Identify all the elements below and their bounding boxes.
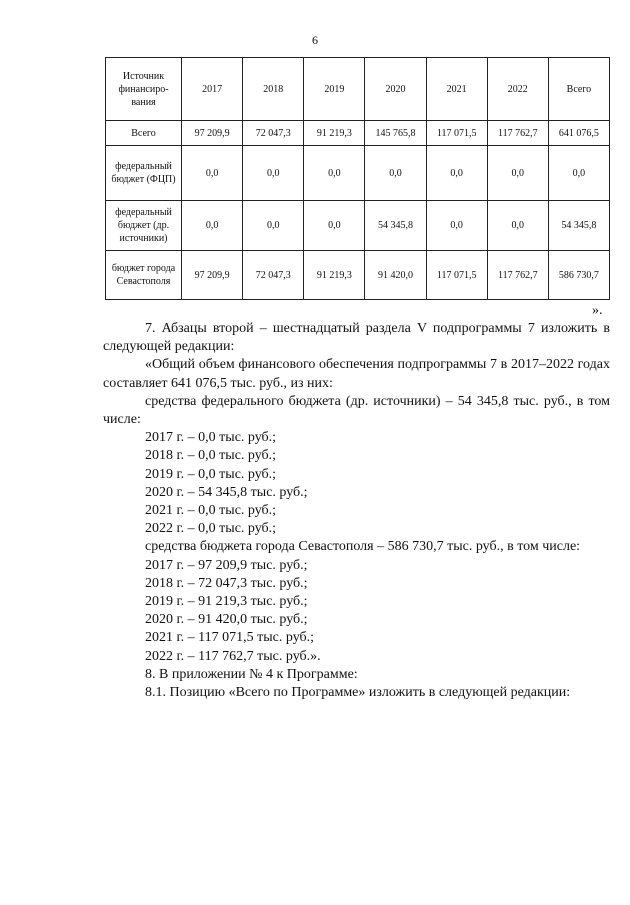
federal-years-list bbox=[103, 429, 610, 538]
list-item: 2017 г. – 97 209,9 тыс. руб.; bbox=[145, 557, 308, 573]
closing-quote: ». bbox=[592, 303, 603, 318]
list-item: 2020 г. – 91 420,0 тыс. руб.; bbox=[145, 612, 308, 628]
quote-intro-paragraph: «Общий объем финансового обеспечения подпрограммы 7 в 2017–2022 годах составляет 641 076,5 тыс. руб., из них: bbox=[103, 357, 610, 391]
document-body bbox=[103, 320, 610, 702]
list-item: 2022 г. – 117 762,7 тыс. руб.». bbox=[145, 648, 321, 664]
table-cell: 145 765,8 bbox=[365, 121, 426, 146]
city-funds-paragraph: средства бюджета города Севастополя – 586 730,7 тыс. руб., в том числе: bbox=[145, 539, 581, 555]
list-item: 2017 г. – 0,0 тыс. руб.; bbox=[145, 430, 277, 446]
paragraph-item-8-1: 8.1. Позицию «Всего по Программе» изложить в следующей редакции: bbox=[145, 685, 571, 701]
table-cell: 0,0 bbox=[304, 201, 365, 251]
table-cell: 72 047,3 bbox=[243, 251, 304, 300]
list-item: 2022 г. – 0,0 тыс. руб.; bbox=[145, 521, 277, 537]
table-cell: 0,0 bbox=[243, 146, 304, 201]
table-cell: Всего bbox=[106, 121, 182, 146]
table-cell: 586 730,7 bbox=[548, 251, 609, 300]
table-cell: 117 071,5 bbox=[426, 121, 487, 146]
table-cell: 97 209,9 bbox=[182, 251, 243, 300]
header-cell: 2019 bbox=[304, 58, 365, 121]
list-item: 2021 г. – 0,0 тыс. руб.; bbox=[145, 503, 277, 519]
table-cell: федеральный бюджет (др. источники) bbox=[106, 201, 182, 251]
table-cell: 54 345,8 bbox=[548, 201, 609, 251]
list-item: 2021 г. – 117 071,5 тыс. руб.; bbox=[145, 630, 315, 646]
paragraph-item-7: 7. Абзацы второй – шестнадцатый раздела V подпрограммы 7 изложить в следующей редакции: bbox=[103, 321, 610, 355]
table-cell: 0,0 bbox=[426, 201, 487, 251]
table-cell: 91 420,0 bbox=[365, 251, 426, 300]
table-header-row bbox=[106, 58, 610, 121]
list-item: 2019 г. – 0,0 тыс. руб.; bbox=[145, 466, 277, 482]
table-row bbox=[106, 251, 610, 300]
header-cell: 2017 bbox=[182, 58, 243, 121]
table-cell: бюджет города Севастополя bbox=[106, 251, 182, 300]
list-item: 2019 г. – 91 219,3 тыс. руб.; bbox=[145, 594, 308, 610]
table-cell: 641 076,5 bbox=[548, 121, 609, 146]
city-years-list bbox=[103, 557, 610, 666]
table-cell: 0,0 bbox=[548, 146, 609, 201]
federal-funds-paragraph: средства федерального бюджета (др. источники) – 54 345,8 тыс. руб., в том числе: bbox=[103, 393, 610, 428]
table-cell: 0,0 bbox=[182, 201, 243, 251]
header-cell: Всего bbox=[548, 58, 609, 121]
table-cell: 117 762,7 bbox=[487, 121, 548, 146]
table-row bbox=[106, 201, 610, 251]
table-cell: 54 345,8 bbox=[365, 201, 426, 251]
header-cell: 2018 bbox=[243, 58, 304, 121]
table-row bbox=[106, 121, 610, 146]
table-cell: 0,0 bbox=[304, 146, 365, 201]
financing-table bbox=[105, 57, 610, 300]
table-cell: 0,0 bbox=[426, 146, 487, 201]
table-cell: 0,0 bbox=[365, 146, 426, 201]
header-cell: 2022 bbox=[487, 58, 548, 121]
table-cell: 72 047,3 bbox=[243, 121, 304, 146]
table-cell: 117 071,5 bbox=[426, 251, 487, 300]
page-number: 6 bbox=[312, 33, 318, 47]
table-cell: 91 219,3 bbox=[304, 121, 365, 146]
table-cell: 0,0 bbox=[243, 201, 304, 251]
header-cell: 2021 bbox=[426, 58, 487, 121]
header-cell: 2020 bbox=[365, 58, 426, 121]
list-item: 2020 г. – 54 345,8 тыс. руб.; bbox=[145, 484, 308, 500]
table-cell: 0,0 bbox=[487, 201, 548, 251]
table-cell: 117 762,7 bbox=[487, 251, 548, 300]
list-item: 2018 г. – 72 047,3 тыс. руб.; bbox=[145, 575, 308, 591]
table-cell: 91 219,3 bbox=[304, 251, 365, 300]
header-cell: Источник финансиро-вания bbox=[106, 58, 182, 121]
paragraph-item-8: 8. В приложении № 4 к Программе: bbox=[145, 666, 358, 682]
table-cell: федеральный бюджет (ФЦП) bbox=[106, 146, 182, 201]
list-item: 2018 г. – 0,0 тыс. руб.; bbox=[145, 448, 277, 464]
table-cell: 97 209,9 bbox=[182, 121, 243, 146]
table-cell: 0,0 bbox=[182, 146, 243, 201]
table-row bbox=[106, 146, 610, 201]
table-cell: 0,0 bbox=[487, 146, 548, 201]
